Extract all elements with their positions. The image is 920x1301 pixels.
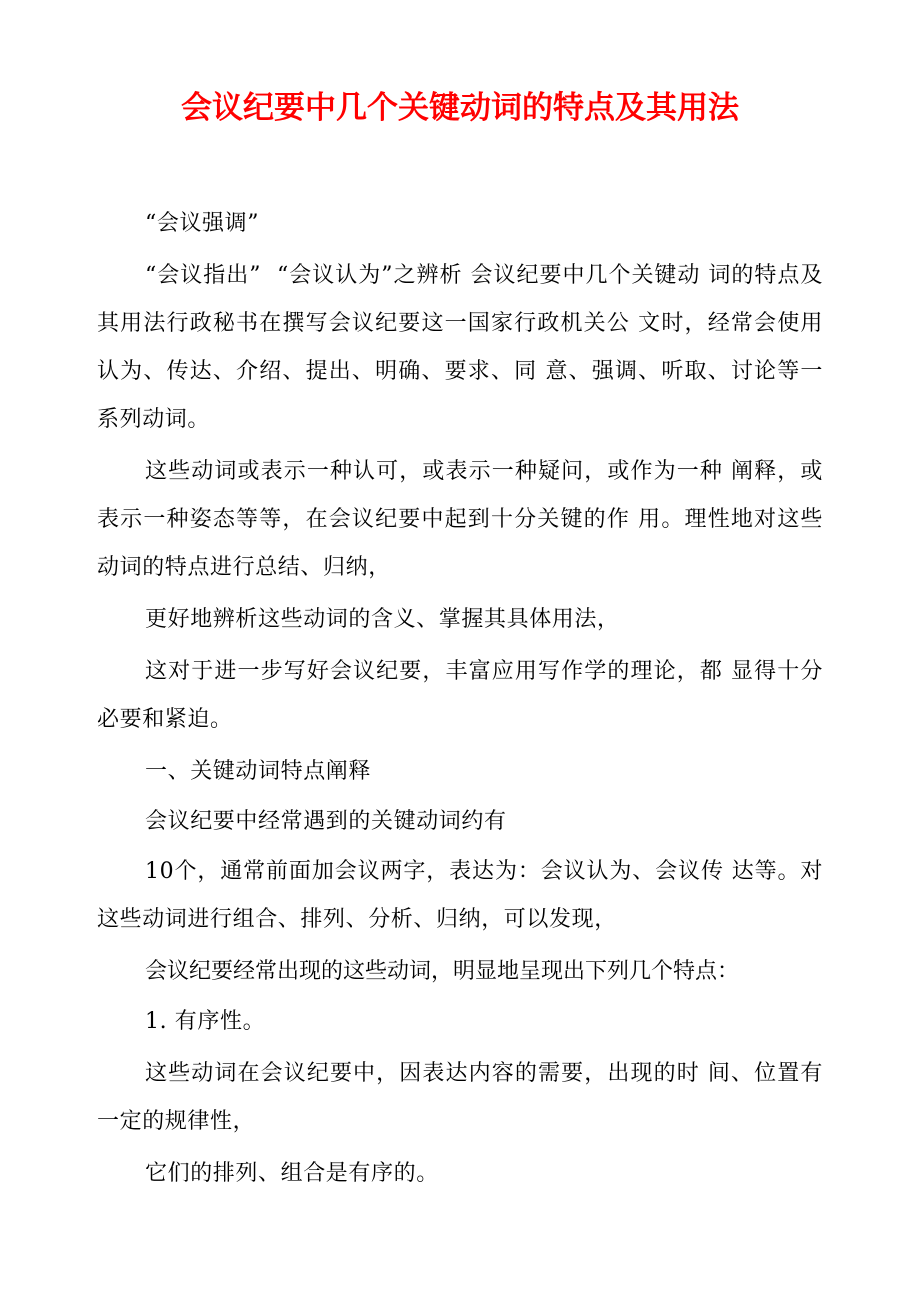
paragraph-7: 10个，通常前面加会议两字，表达为：会议认为、会议传 达等。对这些动词进行组合、排列、分析、归纳，可以发现， [97,859,823,932]
paragraph-9: 这些动词在会议纪要中，因表达内容的需要，出现的时 间、位置有一定的规律性， [97,1061,823,1134]
paragraph-4: 更好地辨析这些动词的含义、掌握其具体用法， [145,607,620,632]
paragraph-5: 这对于进一步写好会议纪要，丰富应用写作学的理论，都 显得十分必要和紧迫。 [97,659,823,732]
paragraph-8: 会议纪要经常出现的这些动词，明显地呈现出下列几个特点： [145,959,740,984]
paragraph-1: “会议强调” [145,211,260,236]
paragraph-10: 它们的排列、组合是有序的。 [145,1161,439,1186]
document-title: 会议纪要中几个关键动词的特点及其用法 [181,90,739,126]
paragraph-6: 会议纪要中经常遇到的关键动词约有 [145,809,507,834]
paragraph-2: “会议指出” “会议认为”之辨析 会议纪要中几个关键动 词的特点及其用法行政秘书在撰写会议纪要这一国家行政机关公 文时，经常会使用认为、传达、介绍、提出、明确、要求、同 意、强调、听取、讨论等一系列动词。 [97,263,823,432]
paragraph-3: 这些动词或表示一种认可，或表示一种疑问，或作为一种 阐释，或表示一种姿态等等，在会议纪要中起到十分关键的作 用。理性地对这些动词的特点进行总结、归纳， [97,459,823,580]
document-body [97,200,823,1198]
list-item-1: 1. 有序性。 [145,1009,266,1034]
section-heading: 一、关键动词特点阐释 [145,759,372,784]
